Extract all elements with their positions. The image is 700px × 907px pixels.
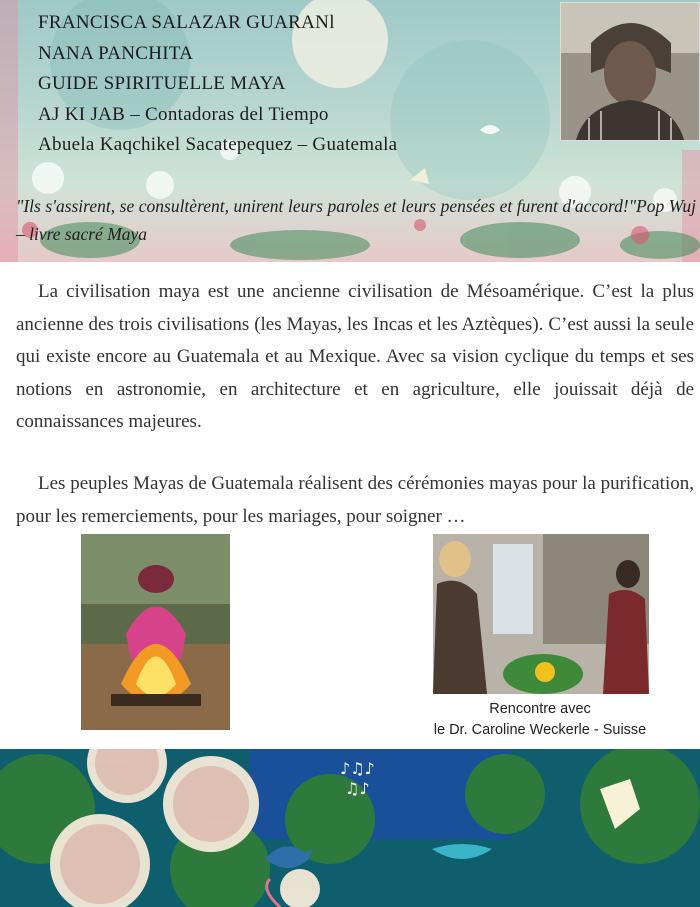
svg-text:♪♫♪: ♪♫♪ [340,759,375,778]
header-name: FRANCISCA SALAZAR GUARANl [38,12,335,33]
maya-quote: "Ils s'assirent, se consultèrent, unirent leurs paroles et leurs pensées et furent d'accord!"Pop Wuj – livre sacré Maya [16,196,696,244]
footer-illustration [0,749,700,907]
photo-caption-line1: Rencontre avec [489,701,591,717]
ceremony-photo [81,534,230,730]
header-nickname: NANA PANCHITA [38,42,194,64]
header-title-block [38,8,397,161]
photo-caption-line2: le Dr. Caroline Weckerle - Suisse [433,722,647,738]
intro-paragraph: La civilisation maya est une ancienne civilisation de Mésoamérique. C’est la plus ancienne des trois civilisations (les Mayas, les Incas et les Aztèques). C’est aussi la seule qui existe encore au Guatemala et au Mexique. Avec sa vision cyclique du temps et ses notions en astronomie, en architecture et en agriculture, elle jouissait déjà de connaissances majeures. [16,281,694,432]
header-origin: Abuela Kaqchikel Sacatepequez – Guatemala [38,134,398,155]
svg-text:♫♪: ♫♪ [345,779,370,798]
meeting-photo [433,534,649,694]
header-role: GUIDE SPIRITUELLE MAYA [38,73,286,94]
header-group: AJ KI JAB – Contadoras del Tiempo [38,103,329,125]
portrait-photo [560,2,700,141]
header-banner [0,0,700,262]
ceremonies-paragraph: Les peuples Mayas de Guatemala réalisent des cérémonies mayas pour la purification, pour les remerciements, pour les mariages, pour soigner … [16,473,694,527]
